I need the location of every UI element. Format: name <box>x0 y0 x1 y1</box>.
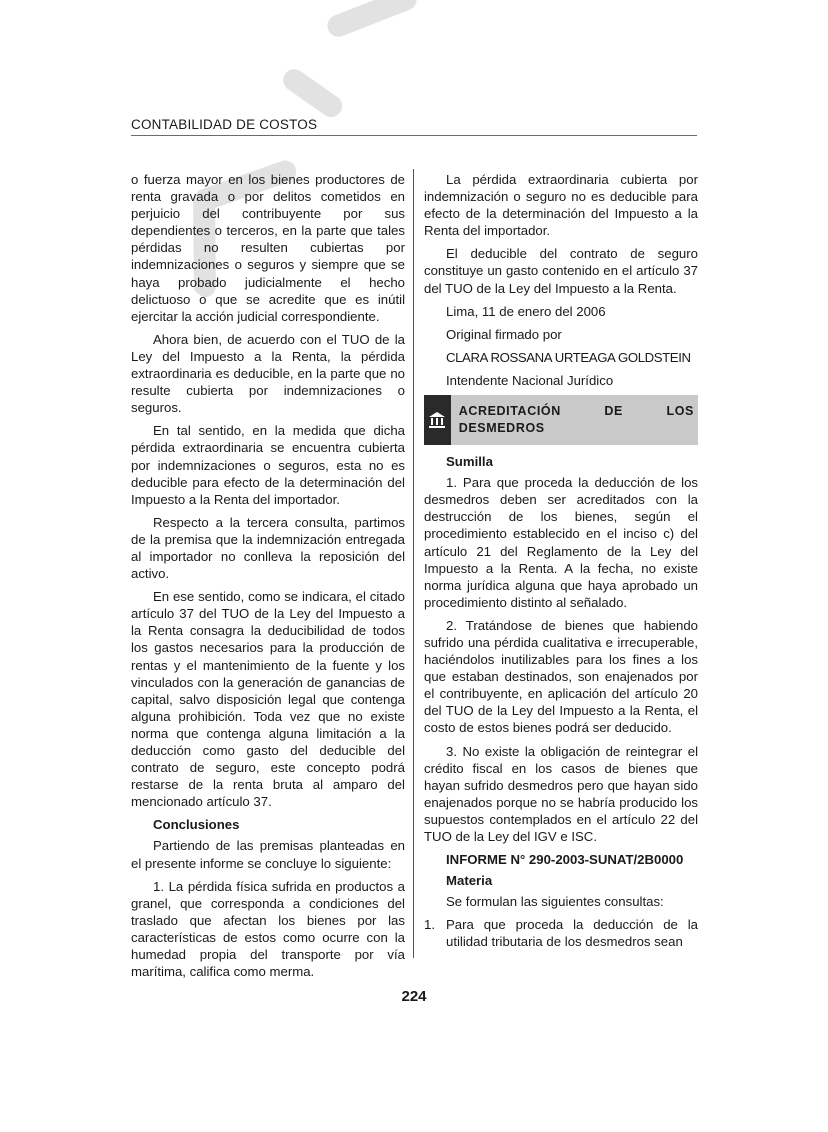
paragraph: Ahora bien, de acuerdo con el TUO de la Ley del Impuesto a la Renta, la pérdida extraordinaria es deducible, en la parte que no resulte cubierta por indemnizaciones o seguros. <box>131 331 405 416</box>
paragraph: La pérdida extraordinaria cubierta por indemnización o seguro no es deducible para efecto de la determinación del Impuesto a la Renta del importador. <box>424 172 698 239</box>
paragraph: En ese sentido, como se indicara, el citado artículo 37 del TUO de la Ley del Impuesto a la Renta consagra la deducibilidad de todos los gastos necesarios para la producción de rentas y el mantenimiento de la fuente y los vinculados con la generación de ganancias de capital, salvo disposición legal que contenga alguna prohibición. Toda vez que no existe norma que contenga alguna limitación a la deducción como gasto del deducible del contrato de seguro, este concepto podrá restarse de la renta bruta al amparo del mencionado artículo 37. <box>131 589 405 810</box>
right-column <box>424 171 698 951</box>
paragraph: Respecto a la tercera consulta, partimos de la premisa que la indemnización entregada al importador no conlleva la reposición del activo. <box>131 514 405 582</box>
paragraph: 1. Para que proceda la deducción de los desmedros deben ser acreditados con la destrucción de los bienes, según el procedimiento establecido en el inciso c) del artículo 21 del Reglamento de la Ley del Impuesto a la Renta. A la fecha, no existe norma jurídica alguna que haya aprobado un procedimiento distinto al señalado. <box>424 475 698 610</box>
date-line: Lima, 11 de enero del 2006 <box>446 303 606 319</box>
list-text: Para que proceda la deducción de la utilidad tributaria de los desmedros sean <box>446 917 698 950</box>
list-item <box>424 916 698 950</box>
signer-name: CLARA ROSSANA URTEAGA GOLDSTEIN <box>446 349 691 365</box>
conclusiones-heading: Conclusiones <box>153 817 240 833</box>
paragraph: 1. La pérdida física sufrida en productos a granel, que corresponda a condiciones del traslado que afectan los bienes por las características de estos como ocurre con la humedad propia del transporte por vía marítima, califica como merma. <box>131 878 405 980</box>
sumilla-heading: Sumilla <box>446 454 493 470</box>
building-columns-icon <box>424 395 451 445</box>
paragraph: 2. Tratándose de bienes que habiendo sufrido una pérdida cualitativa e irrecuperable, haciéndolos inutilizables para los fines a los que estaban destinados, son enajenados por el contribuyente, en aplicación del artículo 20 del TUO de la Ley del Impuesto a la Renta, el costo de estos bienes podrá ser deducido. <box>424 617 698 736</box>
running-header: CONTABILIDAD DE COSTOS <box>131 117 697 136</box>
informe-heading: INFORME N° 290-2003-SUNAT/2B0000 <box>446 852 684 868</box>
left-column <box>131 171 405 986</box>
materia-heading: Materia <box>446 873 493 889</box>
section-title: ACREDITACIÓN DE LOS DESMEDROS <box>458 404 694 436</box>
page-number: 224 <box>401 988 427 1005</box>
signed-line: Original firmado por <box>446 326 562 342</box>
section-banner <box>424 395 698 445</box>
paragraph: o fuerza mayor en los bienes productores de renta gravada o por delitos cometidos en perjuicio del contribuyente por sus dependientes o terceros, en la parte que tales pérdidas no resulten cubiertas por indemnizaciones o seguros y siempre que se haya probado judicialmente el hecho delictuoso o que se acredite que es inútil ejercitar la acción judicial correspondiente. <box>131 172 405 324</box>
paragraph: En tal sentido, en la medida que dicha pérdida extraordinaria se encuentra cubierta por indemnizaciones o seguros, esta no es deducible para efecto de la determinación del Impuesto a la Renta del importador. <box>131 423 405 507</box>
paragraph: 3. No existe la obligación de reintegrar el crédito fiscal en los casos de bienes que hayan sufrido desmedros pero que hayan sido enajenados porque no se habría producido los supuestos contemplados en el artículo 22 del TUO de la Ley del IGV e ISC. <box>424 743 698 844</box>
column-divider <box>413 169 414 958</box>
paragraph: Partiendo de las premisas planteadas en el presente informe se concluye lo siguiente: <box>131 838 405 871</box>
signer-title: Intendente Nacional Jurídico <box>446 372 614 388</box>
paragraph: Se formulan las siguientes consultas: <box>446 894 664 910</box>
paragraph: El deducible del contrato de seguro constituye un gasto contenido en el artículo 37 del TUO de la Ley del Impuesto a la Renta. <box>424 246 698 296</box>
list-number: 1. <box>424 917 435 933</box>
